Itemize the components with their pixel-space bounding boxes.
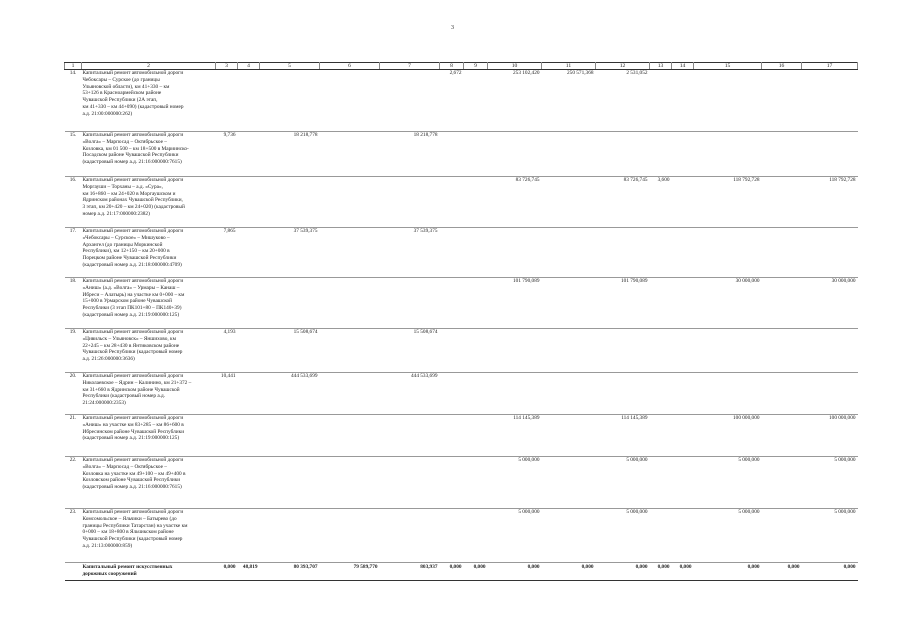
value-cell bbox=[238, 509, 260, 563]
value-cell bbox=[320, 509, 380, 563]
column-header: 2 bbox=[82, 63, 216, 70]
total-row bbox=[65, 563, 858, 581]
value-cell bbox=[596, 329, 650, 373]
value-cell bbox=[440, 278, 464, 329]
value-cell bbox=[464, 132, 488, 177]
value-cell bbox=[380, 457, 440, 509]
value-cell bbox=[464, 278, 488, 329]
value-cell: 15 508,674 bbox=[380, 329, 440, 373]
value-cell bbox=[320, 457, 380, 509]
value-cell: 83 726,745 bbox=[596, 177, 650, 228]
object-name-cell: Капитальный ремонт автомобильной дороги Николаевское – Ядрин – Калинино, км 21+372 – км 31+660 в Ядринском районе Чувашской Республики (кадастровый номер а.д. 21:24:000000:2353) bbox=[82, 373, 216, 415]
value-cell bbox=[762, 373, 802, 415]
value-cell bbox=[320, 70, 380, 132]
total-value-cell: 803,937 bbox=[380, 563, 440, 581]
column-header: 16 bbox=[762, 63, 802, 70]
value-cell bbox=[542, 509, 596, 563]
object-name-cell: Капитальный ремонт автомобильной дороги «Аниш» (а.д. «Волга» – Урмары – Канаш – Ибреси – Алатырь) на участке км 0+000 – км 15+000 в Урмарском районе Чувашской Республики (3 этап ПК101+80 – ПК140+39) (кадастровый номер а.д. 21:19:000000:125) bbox=[82, 278, 216, 329]
value-cell bbox=[650, 509, 672, 563]
value-cell bbox=[238, 373, 260, 415]
value-cell bbox=[440, 509, 464, 563]
value-cell bbox=[762, 509, 802, 563]
column-header: 11 bbox=[542, 63, 596, 70]
value-cell bbox=[216, 509, 238, 563]
value-cell: 5 000,000 bbox=[802, 457, 858, 509]
value-cell bbox=[260, 457, 320, 509]
table-row bbox=[65, 457, 858, 509]
value-cell bbox=[694, 228, 762, 278]
value-cell bbox=[320, 278, 380, 329]
value-cell bbox=[320, 228, 380, 278]
value-cell bbox=[694, 329, 762, 373]
value-cell bbox=[650, 373, 672, 415]
value-cell bbox=[464, 228, 488, 278]
total-value-cell: 0,000 bbox=[802, 563, 858, 581]
total-label-cell: Капитальный ремонт искусственных дорожных сооружений bbox=[82, 563, 216, 581]
value-cell bbox=[802, 329, 858, 373]
value-cell bbox=[440, 132, 464, 177]
value-cell bbox=[260, 70, 320, 132]
value-cell: 114 145,389 bbox=[488, 415, 542, 457]
value-cell bbox=[694, 373, 762, 415]
value-cell bbox=[464, 457, 488, 509]
value-cell bbox=[672, 70, 694, 132]
value-cell: 100 000,000 bbox=[802, 415, 858, 457]
total-value-cell: 0,000 bbox=[694, 563, 762, 581]
value-cell bbox=[380, 278, 440, 329]
value-cell bbox=[464, 509, 488, 563]
total-value-cell: 79 589,770 bbox=[320, 563, 380, 581]
value-cell bbox=[542, 278, 596, 329]
value-cell: 5 000,000 bbox=[488, 509, 542, 563]
table-row bbox=[65, 228, 858, 278]
value-cell bbox=[238, 228, 260, 278]
value-cell: 2,672 bbox=[440, 70, 464, 132]
column-header: 10 bbox=[488, 63, 542, 70]
column-header: 7 bbox=[380, 63, 440, 70]
value-cell bbox=[542, 228, 596, 278]
value-cell bbox=[216, 70, 238, 132]
value-cell: 5 000,000 bbox=[802, 509, 858, 563]
row-number-cell: 18. bbox=[65, 278, 82, 329]
value-cell bbox=[260, 415, 320, 457]
value-cell bbox=[596, 373, 650, 415]
value-cell bbox=[440, 373, 464, 415]
value-cell bbox=[464, 415, 488, 457]
value-cell bbox=[762, 70, 802, 132]
value-cell bbox=[488, 329, 542, 373]
object-name-cell: Капитальный ремонт автомобильной дороги «Волга» – Марпосад – Октябрьское – Козловка на участке км 49+100 – км 49+400 в Козловском районе Чувашской Республики (кадастровый номер а.д. 21:16:000000:7615) bbox=[82, 457, 216, 509]
value-cell: 37 539,375 bbox=[380, 228, 440, 278]
row-number-cell: 15. bbox=[65, 132, 82, 177]
value-cell bbox=[488, 132, 542, 177]
value-cell bbox=[488, 228, 542, 278]
value-cell bbox=[238, 457, 260, 509]
value-cell: 37 539,375 bbox=[260, 228, 320, 278]
value-cell bbox=[762, 278, 802, 329]
value-cell bbox=[802, 70, 858, 132]
value-cell bbox=[762, 132, 802, 177]
value-cell bbox=[488, 373, 542, 415]
value-cell bbox=[380, 70, 440, 132]
value-cell: 101 790,089 bbox=[488, 278, 542, 329]
value-cell bbox=[650, 132, 672, 177]
value-cell bbox=[320, 373, 380, 415]
value-cell bbox=[320, 329, 380, 373]
value-cell bbox=[694, 132, 762, 177]
value-cell bbox=[464, 177, 488, 228]
value-cell: 100 000,000 bbox=[694, 415, 762, 457]
value-cell bbox=[440, 177, 464, 228]
page-number: 3 bbox=[451, 25, 454, 31]
value-cell bbox=[320, 132, 380, 177]
value-cell bbox=[216, 278, 238, 329]
column-header: 6 bbox=[320, 63, 380, 70]
column-header: 1 bbox=[65, 63, 82, 70]
object-name-cell: Капитальный ремонт автомобильной дороги «Цивильск – Ульяновск» – Яншихово, км 22+245 – км 28+430 в Янтиковском районе Чувашской Республики (кадастровый номер а.д. 21:26:000000:3636) bbox=[82, 329, 216, 373]
value-cell bbox=[216, 415, 238, 457]
value-cell bbox=[672, 177, 694, 228]
value-cell: 83 726,745 bbox=[488, 177, 542, 228]
object-name-cell: Капитальный ремонт автомобильной дороги Комсомольское – Яльчики – Батырево (до границы Республики Татарстан) на участке км 0+000 – км 18+800 в Яльчикском районе Чувашской Республики (кадастровый номер а.д. 21:13:000000:859) bbox=[82, 509, 216, 563]
value-cell: 5 000,000 bbox=[596, 457, 650, 509]
value-cell: 2 531,052 bbox=[596, 70, 650, 132]
value-cell bbox=[238, 415, 260, 457]
value-cell bbox=[694, 70, 762, 132]
value-cell: 3,600 bbox=[650, 177, 672, 228]
value-cell bbox=[650, 228, 672, 278]
value-cell: 30 000,000 bbox=[694, 278, 762, 329]
value-cell: 444 533,699 bbox=[260, 373, 320, 415]
value-cell bbox=[542, 177, 596, 228]
value-cell: 5 000,000 bbox=[694, 457, 762, 509]
row-number-cell: 17. bbox=[65, 228, 82, 278]
value-cell: 118 792,728 bbox=[802, 177, 858, 228]
object-name-cell: Капитальный ремонт автомобильной дороги «Чебоксары – Сурское» – Мишуково – Архангел (до границы Моркинской Республики), км 12+150 – км 20+000 в Порецком районе Чувашской Республики (кадастровый номер а.д. 21:18:000000:4709) bbox=[82, 228, 216, 278]
value-cell bbox=[802, 228, 858, 278]
row-number-cell: 22. bbox=[65, 457, 82, 509]
value-cell bbox=[440, 415, 464, 457]
value-cell bbox=[650, 457, 672, 509]
object-name-cell: Капитальный ремонт автомобильной дороги «Волга» – Марпосад – Октябрьское – Козловка, км 01 500 – км 18+500 в Мариинско- Посадском районе Чувашской Республики (кадастровый номер а.д. 21:16:000000:7615) bbox=[82, 132, 216, 177]
value-cell bbox=[440, 457, 464, 509]
total-value-cell: 0,000 bbox=[464, 563, 488, 581]
value-cell: 10,441 bbox=[216, 373, 238, 415]
value-cell bbox=[238, 177, 260, 228]
value-cell bbox=[216, 177, 238, 228]
value-cell bbox=[464, 70, 488, 132]
value-cell: 5 000,000 bbox=[596, 509, 650, 563]
column-header: 5 bbox=[260, 63, 320, 70]
value-cell: 118 792,728 bbox=[694, 177, 762, 228]
value-cell bbox=[440, 228, 464, 278]
value-cell bbox=[320, 415, 380, 457]
value-cell: 253 102,420 bbox=[488, 70, 542, 132]
column-header: 15 bbox=[694, 63, 762, 70]
total-value-cell: 0,000 bbox=[672, 563, 694, 581]
value-cell bbox=[440, 329, 464, 373]
column-header: 17 bbox=[802, 63, 858, 70]
total-value-cell: 0,000 bbox=[488, 563, 542, 581]
value-cell bbox=[672, 278, 694, 329]
value-cell bbox=[672, 457, 694, 509]
total-value-cell: 0,000 bbox=[650, 563, 672, 581]
value-cell bbox=[238, 329, 260, 373]
column-header: 12 bbox=[596, 63, 650, 70]
total-value-cell: 0,000 bbox=[216, 563, 238, 581]
row-number-cell: 19. bbox=[65, 329, 82, 373]
value-cell bbox=[380, 509, 440, 563]
value-cell bbox=[464, 373, 488, 415]
value-cell bbox=[762, 329, 802, 373]
row-number-cell: 14. bbox=[65, 70, 82, 132]
value-cell: 7,865 bbox=[216, 228, 238, 278]
value-cell bbox=[672, 509, 694, 563]
value-cell: 9,736 bbox=[216, 132, 238, 177]
value-cell: 18 218,778 bbox=[260, 132, 320, 177]
total-value-cell: 0,000 bbox=[440, 563, 464, 581]
column-header: 4 bbox=[238, 63, 260, 70]
value-cell bbox=[260, 278, 320, 329]
value-cell bbox=[238, 132, 260, 177]
value-cell bbox=[380, 177, 440, 228]
value-cell: 18 218,778 bbox=[380, 132, 440, 177]
value-cell: 5 000,000 bbox=[694, 509, 762, 563]
value-cell: 101 790,089 bbox=[596, 278, 650, 329]
total-value-cell bbox=[65, 563, 82, 581]
value-cell bbox=[320, 177, 380, 228]
column-header: 14 bbox=[672, 63, 694, 70]
column-header: 9 bbox=[464, 63, 488, 70]
value-cell bbox=[260, 509, 320, 563]
value-cell bbox=[542, 329, 596, 373]
value-cell bbox=[762, 177, 802, 228]
total-value-cell: 0,000 bbox=[596, 563, 650, 581]
column-header: 13 bbox=[650, 63, 672, 70]
value-cell bbox=[650, 329, 672, 373]
table-row bbox=[65, 509, 858, 563]
value-cell bbox=[650, 415, 672, 457]
value-cell: 30 000,000 bbox=[802, 278, 858, 329]
value-cell bbox=[260, 177, 320, 228]
value-cell bbox=[650, 70, 672, 132]
value-cell: 15 508,674 bbox=[260, 329, 320, 373]
table-header-row bbox=[65, 63, 858, 70]
value-cell bbox=[762, 457, 802, 509]
value-cell bbox=[238, 70, 260, 132]
object-name-cell: Капитальный ремонт автомобильной дороги Чебоксары – Сурское (до границы Ульяновской области), км 41+330 – км 53+126 в Красноармейском районе Чувашской Республики (2А этап, км 41+330 – км 44+090) (кадастровый номер а.д. 21:00:000000:262) bbox=[82, 70, 216, 132]
table-body bbox=[65, 70, 858, 581]
value-cell: 250 571,368 bbox=[542, 70, 596, 132]
value-cell bbox=[802, 132, 858, 177]
object-name-cell: Капитальный ремонт автомобильной дороги Моргауши – Торханы – а.д. «Сура», км 16+860 – км 24+020 в Моргаушском и Ядринском районах Чувашской Республики, 3 этап, км 20+420 – км 24+020) (кадастровый номер а.д. 21:17:000000:2382) bbox=[82, 177, 216, 228]
value-cell: 4,193 bbox=[216, 329, 238, 373]
value-cell bbox=[542, 415, 596, 457]
value-cell: 444 533,699 bbox=[380, 373, 440, 415]
table-row bbox=[65, 329, 858, 373]
value-cell bbox=[596, 132, 650, 177]
value-cell bbox=[672, 132, 694, 177]
row-number-cell: 20. bbox=[65, 373, 82, 415]
table-row bbox=[65, 177, 858, 228]
value-cell bbox=[650, 278, 672, 329]
table-row bbox=[65, 278, 858, 329]
total-value-cell: 48,819 bbox=[238, 563, 260, 581]
table-row bbox=[65, 132, 858, 177]
value-cell: 5 000,000 bbox=[488, 457, 542, 509]
column-header: 3 bbox=[216, 63, 238, 70]
total-value-cell: 80 393,707 bbox=[260, 563, 320, 581]
value-cell bbox=[672, 373, 694, 415]
table-row bbox=[65, 70, 858, 132]
repair-program-table bbox=[64, 62, 858, 581]
value-cell bbox=[464, 329, 488, 373]
value-cell bbox=[762, 415, 802, 457]
total-value-cell: 0,000 bbox=[762, 563, 802, 581]
value-cell bbox=[238, 278, 260, 329]
table-row bbox=[65, 415, 858, 457]
value-cell bbox=[216, 457, 238, 509]
column-header: 8 bbox=[440, 63, 464, 70]
value-cell bbox=[542, 132, 596, 177]
value-cell bbox=[672, 228, 694, 278]
value-cell bbox=[542, 457, 596, 509]
total-value-cell: 0,000 bbox=[542, 563, 596, 581]
value-cell bbox=[672, 329, 694, 373]
value-cell bbox=[762, 228, 802, 278]
value-cell bbox=[380, 415, 440, 457]
row-number-cell: 16. bbox=[65, 177, 82, 228]
object-name-cell: Капитальный ремонт автомобильной дороги «Аниш» на участке км 83+285 – км 86+600 в Ибресинском районе Чувашской Республики (кадастровый номер а.д. 21:19:000000:125) bbox=[82, 415, 216, 457]
value-cell bbox=[596, 228, 650, 278]
value-cell bbox=[802, 373, 858, 415]
table-row bbox=[65, 373, 858, 415]
row-number-cell: 23. bbox=[65, 509, 82, 563]
value-cell bbox=[672, 415, 694, 457]
value-cell: 114 145,389 bbox=[596, 415, 650, 457]
value-cell bbox=[542, 373, 596, 415]
row-number-cell: 21. bbox=[65, 415, 82, 457]
